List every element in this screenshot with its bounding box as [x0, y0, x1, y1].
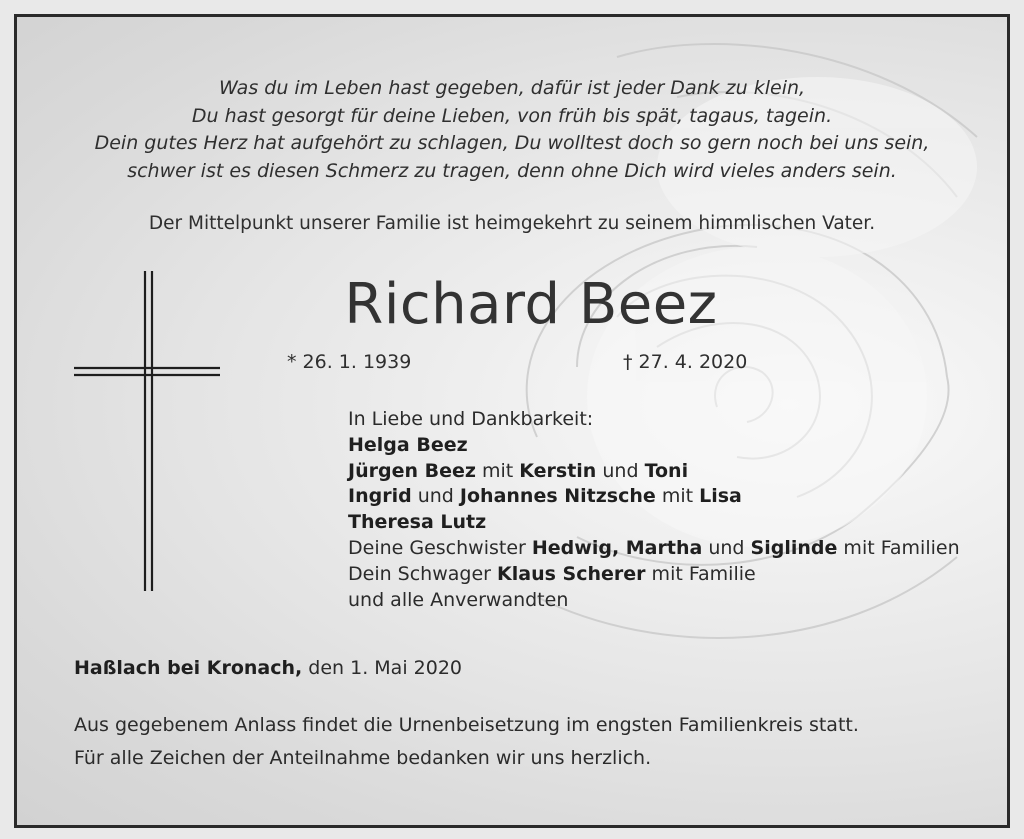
poem [17, 75, 1007, 185]
place-and-date [74, 657, 462, 679]
mourner-line: Theresa Lutz [348, 511, 487, 534]
mourner-line: Deine Geschwister Hedwig, Martha und Siglinde mit Familien [348, 536, 960, 559]
mourner-line: und alle Anverwandten [348, 588, 569, 611]
mourner-line: Dein Schwager Klaus Scherer mit Familie [348, 562, 756, 585]
footer-line: Für alle Zeichen der Anteilnahme bedanken wir uns herzlich. [74, 747, 652, 769]
mourners-list [348, 407, 960, 613]
footer-notice [74, 709, 859, 775]
place-town: Haßlach bei Kronach, [74, 657, 303, 679]
poem-line: schwer ist es diesen Schmerz zu tragen, denn ohne Dich wird vieles anders sein. [127, 159, 897, 182]
deceased-name: Richard Beez [344, 272, 718, 337]
poem-line: Du hast gesorgt für deine Lieben, von früh bis spät, tagaus, tagein. [191, 104, 833, 127]
poem-line: Dein gutes Herz hat aufgehört zu schlagen, Du wolltest doch so gern noch bei uns sein, [94, 132, 930, 154]
footer-line: Aus gegebenem Anlass findet die Urnenbeisetzung im engsten Familienkreis statt. [74, 714, 859, 736]
mourner-line: Helga Beez [348, 433, 468, 456]
mourner-line: Ingrid und Johannes Nitzsche mit Lisa [348, 485, 742, 508]
mourners-heading: In Liebe und Dankbarkeit: [348, 408, 594, 430]
death-date: † 27. 4. 2020 [623, 351, 748, 373]
poem-line: Was du im Leben hast gegeben, dafür ist jeder Dank zu klein, [218, 77, 806, 99]
birth-date: * 26. 1. 1939 [287, 351, 412, 373]
place-date: den 1. Mai 2020 [302, 657, 462, 679]
obituary-frame [14, 14, 1010, 828]
mourner-line: Jürgen Beez mit Kerstin und Toni [348, 459, 689, 482]
cross-icon [74, 271, 224, 611]
intro-text: Der Mittelpunkt unserer Familie ist heimgekehrt zu seinem himmlischen Vater. [148, 213, 876, 234]
